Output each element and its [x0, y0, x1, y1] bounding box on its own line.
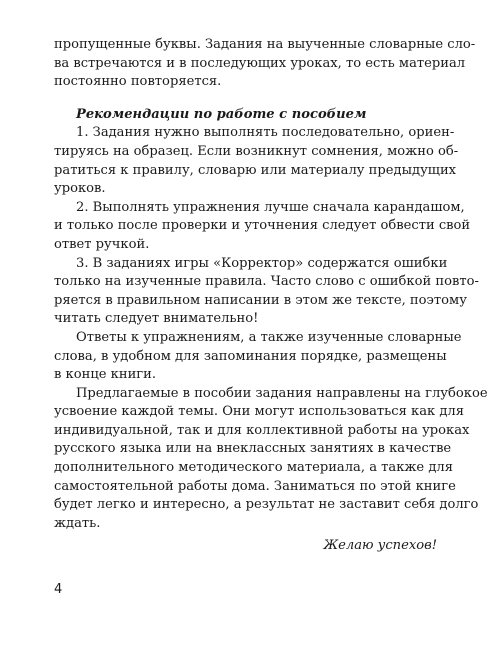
text-line: 2. Выполнять упражнения лучше сначала карандашом, [76, 199, 465, 215]
page-number: 4 [54, 582, 63, 597]
text-line: ва встречаются и в последующих уроках, то есть материал [54, 55, 466, 71]
text-line: ждать. [54, 515, 101, 531]
text-line: ответ ручкой. [54, 236, 150, 252]
recommendation-item-3 [54, 255, 479, 329]
text-line: читать следует внимательно! [54, 311, 259, 327]
text-line: русского языка или на внеклассных занятиях в качестве [54, 441, 452, 457]
text-line: дополнительного методического материала, а также для [54, 460, 453, 476]
text-line: Ответы к упражнениям, а также изученные словарные [76, 329, 462, 345]
text-line: в конце книги. [54, 367, 157, 383]
recommendation-item-2 [54, 199, 471, 255]
answers-paragraph [54, 329, 462, 385]
text-line: и только после проверки и уточнения следует обвести свой [54, 218, 471, 234]
closing-paragraph [54, 385, 488, 534]
text-line: самостоятельной работы дома. Заниматься по этой книге [54, 478, 456, 494]
text-line: индивидуальной, так и для коллективной работы на уроках [54, 422, 470, 438]
text-line: пропущенные буквы. Задания на выученные словарные сло- [54, 37, 476, 52]
text-line: 1. Задания нужно выполнять последовательно, ориен- [76, 125, 455, 141]
text-line: ратиться к правилу, словарю или материалу предыдущих [54, 162, 457, 178]
page-body [54, 36, 488, 556]
text-line: только на изученные правила. Часто слово с ошибкой повто- [54, 274, 479, 290]
signature: Желаю успехов! [323, 538, 437, 554]
text-line: ряется в правильном написании в этом же тексте, поэтому [54, 292, 467, 308]
text-line: будет легко и интересно, а результат не заставит себя долго [54, 497, 479, 513]
text-line: тируясь на образец. Если возникнут сомнения, можно об- [54, 143, 459, 159]
section-heading: Рекомендации по работе с пособием [76, 106, 367, 122]
text-line: 3. В заданиях игры «Корректор» содержатся ошибки [76, 255, 448, 271]
recommendation-item-1 [54, 124, 459, 198]
text-line: слова, в удобном для запоминания порядке, размещены [54, 348, 447, 364]
text-line: уроков. [54, 181, 106, 197]
intro-paragraph [54, 36, 476, 92]
text-line: постоянно повторяется. [54, 74, 222, 90]
text-line: усвоение каждой темы. Они могут использоваться как для [54, 404, 465, 420]
text-line: Предлагаемые в пособии задания направлены на глубокое [76, 385, 488, 401]
